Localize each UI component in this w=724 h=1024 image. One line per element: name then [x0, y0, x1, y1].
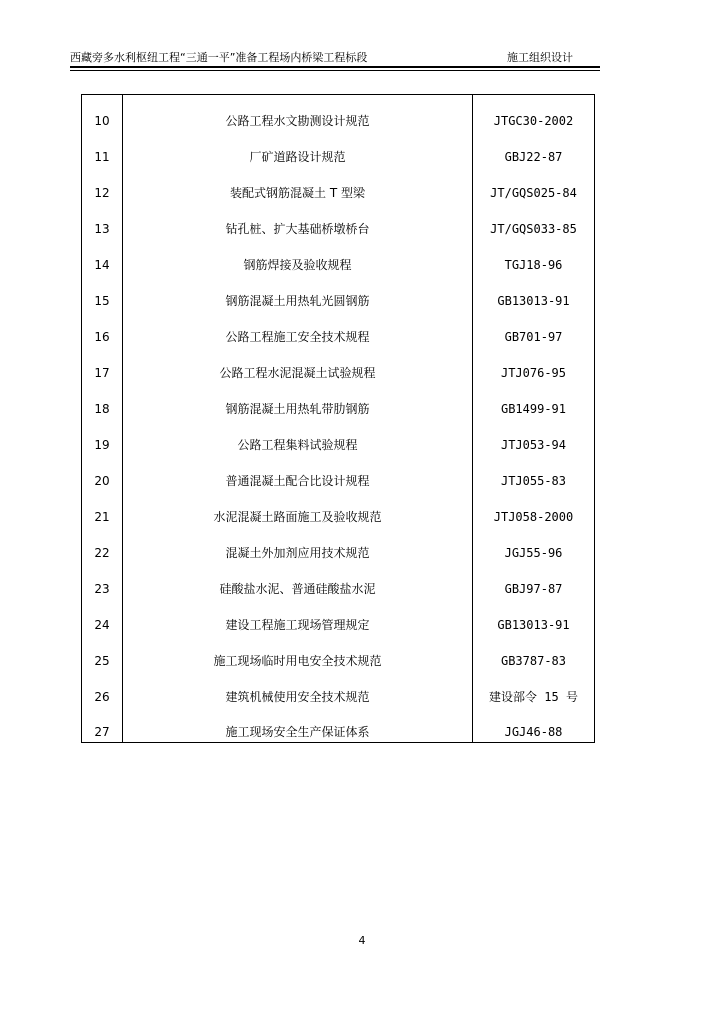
table-row	[82, 275, 595, 311]
table-row	[82, 635, 595, 671]
standard-name-cell: 公路工程水泥混凝土试验规程	[123, 347, 473, 383]
row-number-cell: 25	[82, 635, 123, 671]
table-row	[82, 455, 595, 491]
table-row	[82, 527, 595, 563]
standard-code-cell: JTJ053-94	[473, 419, 595, 455]
standard-code-cell: GBJ22-87	[473, 131, 595, 167]
table-row	[82, 167, 595, 203]
standard-name-cell: 钻孔桩、扩大基础桥墩桥台	[123, 203, 473, 239]
table-row	[82, 311, 595, 347]
standard-code-cell: JTJ055-83	[473, 455, 595, 491]
standard-name-cell: 硅酸盐水泥、普通硅酸盐水泥	[123, 563, 473, 599]
standard-code-cell: 建设部令 15 号	[473, 671, 595, 707]
row-number-cell: 15	[82, 275, 123, 311]
table-row	[82, 347, 595, 383]
page-number: 4	[358, 934, 366, 947]
standard-code-cell: GBJ97-87	[473, 563, 595, 599]
row-number-cell: 21	[82, 491, 123, 527]
document-title: 西藏旁多水利枢纽工程“三通一平”准备工程场内桥梁工程标段	[70, 51, 368, 64]
standard-name-cell: 钢筋焊接及验收规程	[123, 239, 473, 275]
table-row	[82, 599, 595, 635]
header-rule	[70, 66, 600, 68]
standard-name-cell: 普通混凝土配合比设计规程	[123, 455, 473, 491]
table-row	[82, 131, 595, 167]
page-header	[70, 48, 600, 68]
table-row	[82, 707, 595, 743]
standard-code-cell: JT/GQS033-85	[473, 203, 595, 239]
standard-name-cell: 施工现场临时用电安全技术规范	[123, 635, 473, 671]
row-number-cell: 18	[82, 383, 123, 419]
header-rule-secondary	[70, 70, 600, 71]
standard-name-cell: 装配式钢筋混凝土 T 型梁	[123, 167, 473, 203]
table-row	[82, 419, 595, 455]
standard-code-cell: GB13013-91	[473, 275, 595, 311]
standard-name-cell: 厂矿道路设计规范	[123, 131, 473, 167]
standard-code-cell: GB3787-83	[473, 635, 595, 671]
row-number-cell: 20	[82, 455, 123, 491]
row-number-cell: 19	[82, 419, 123, 455]
table-row	[82, 95, 595, 131]
standard-name-cell: 公路工程施工安全技术规程	[123, 311, 473, 347]
table-row	[82, 239, 595, 275]
standards-table	[81, 94, 595, 743]
table-row	[82, 203, 595, 239]
standard-name-cell: 建设工程施工现场管理规定	[123, 599, 473, 635]
row-number-cell: 13	[82, 203, 123, 239]
row-number-cell: 12	[82, 167, 123, 203]
row-number-cell: 17	[82, 347, 123, 383]
row-number-cell: 24	[82, 599, 123, 635]
standard-code-cell: JTJ076-95	[473, 347, 595, 383]
standard-name-cell: 建筑机械使用安全技术规范	[123, 671, 473, 707]
standard-code-cell: JGJ55-96	[473, 527, 595, 563]
standard-code-cell: TGJ18-96	[473, 239, 595, 275]
document-section: 施工组织设计	[507, 51, 573, 64]
standard-code-cell: JTJ058-2000	[473, 491, 595, 527]
standard-name-cell: 施工现场安全生产保证体系	[123, 707, 473, 743]
table-row	[82, 491, 595, 527]
row-number-cell: 11	[82, 131, 123, 167]
row-number-cell: 26	[82, 671, 123, 707]
standard-code-cell: GB1499-91	[473, 383, 595, 419]
standard-name-cell: 钢筋混凝土用热轧光圆钢筋	[123, 275, 473, 311]
standard-name-cell: 公路工程集料试验规程	[123, 419, 473, 455]
table-row	[82, 383, 595, 419]
standard-name-cell: 水泥混凝土路面施工及验收规范	[123, 491, 473, 527]
row-number-cell: 22	[82, 527, 123, 563]
row-number-cell: 23	[82, 563, 123, 599]
standard-code-cell: JT/GQS025-84	[473, 167, 595, 203]
row-number-cell: 14	[82, 239, 123, 275]
standard-code-cell: JGJ46-88	[473, 707, 595, 743]
standard-code-cell: JTGC30-2002	[473, 95, 595, 131]
row-number-cell: 10	[82, 95, 123, 131]
row-number-cell: 27	[82, 707, 123, 743]
row-number-cell: 16	[82, 311, 123, 347]
table-row	[82, 563, 595, 599]
standard-code-cell: GB701-97	[473, 311, 595, 347]
standard-name-cell: 混凝土外加剂应用技术规范	[123, 527, 473, 563]
standard-name-cell: 钢筋混凝土用热轧带肋钢筋	[123, 383, 473, 419]
standard-code-cell: GB13013-91	[473, 599, 595, 635]
standard-name-cell: 公路工程水文勘测设计规范	[123, 95, 473, 131]
table-row	[82, 671, 595, 707]
